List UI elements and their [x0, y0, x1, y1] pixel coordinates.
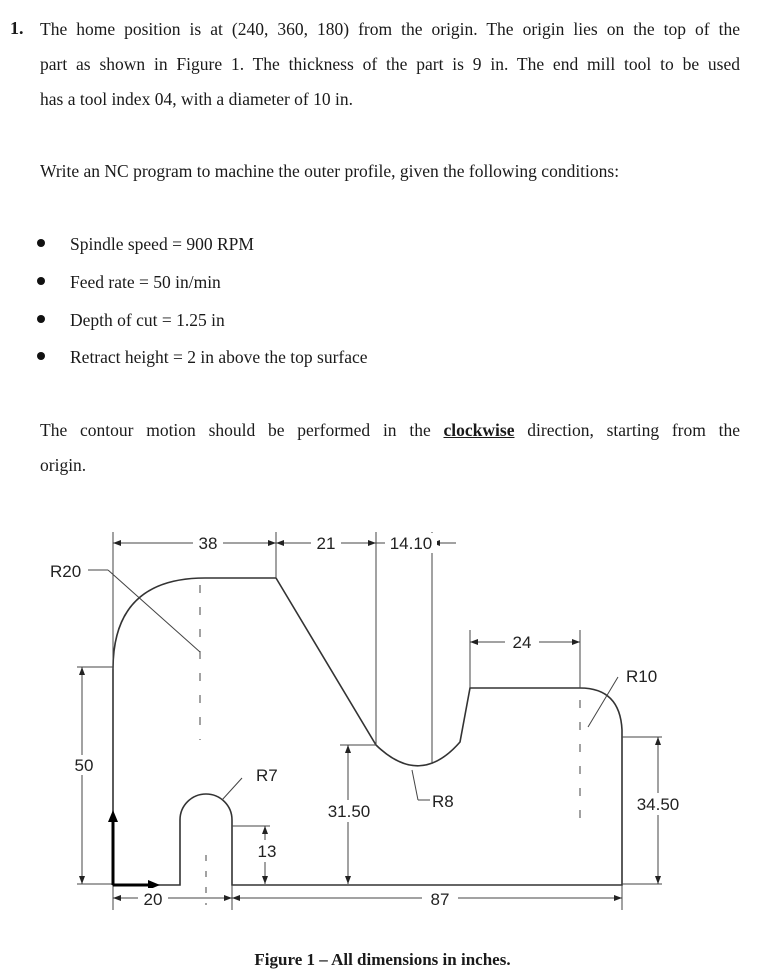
dim-r8: R8: [432, 792, 454, 811]
contour-text-after: direction, starting from the: [527, 420, 741, 440]
dim-34-50: 34.50: [636, 795, 680, 814]
part-outline: [113, 578, 622, 885]
dim-13: 13: [257, 842, 277, 861]
dim-14-10: 14.10: [389, 534, 433, 553]
figure-caption: Figure 1 – All dimensions in inches.: [254, 950, 511, 969]
dim-24: 24: [512, 633, 532, 652]
dim-50: 50: [74, 756, 94, 775]
problem-line-1: The home position is at (240, 360, 180) from the origin. The origin lies on the top of the: [40, 19, 740, 39]
condition-feed-rate: Feed rate = 50 in/min: [70, 272, 221, 292]
dim-r20: R20: [50, 562, 82, 581]
contour-line-2: origin.: [40, 455, 87, 475]
condition-retract-height: Retract height = 2 in above the top surface: [70, 347, 368, 367]
dim-31-50: 31.50: [327, 802, 371, 821]
dim-20: 20: [143, 890, 163, 909]
condition-spindle-speed: Spindle speed = 900 RPM: [70, 234, 254, 254]
origin-axes-icon: [108, 810, 160, 890]
condition-depth-of-cut: Depth of cut = 1.25 in: [70, 310, 225, 330]
dim-r10: R10: [626, 667, 658, 686]
problem-line-3: has a tool index 04, with a diameter of 10 in.: [40, 89, 353, 109]
dim-87: 87: [430, 890, 450, 909]
dim-r7: R7: [256, 766, 278, 785]
problem-line-2: part as shown in Figure 1. The thickness of the part is 9 in. The end mill tool to be used: [40, 54, 740, 74]
contour-text-before: The contour motion should be performed in the: [40, 420, 431, 440]
contour-emphasis: clockwise: [443, 420, 515, 440]
question-number: 1.: [10, 18, 24, 38]
dim-21: 21: [316, 534, 336, 553]
instruction-text: Write an NC program to machine the outer profile, given the following conditions:: [40, 161, 620, 181]
dim-38: 38: [198, 534, 218, 553]
